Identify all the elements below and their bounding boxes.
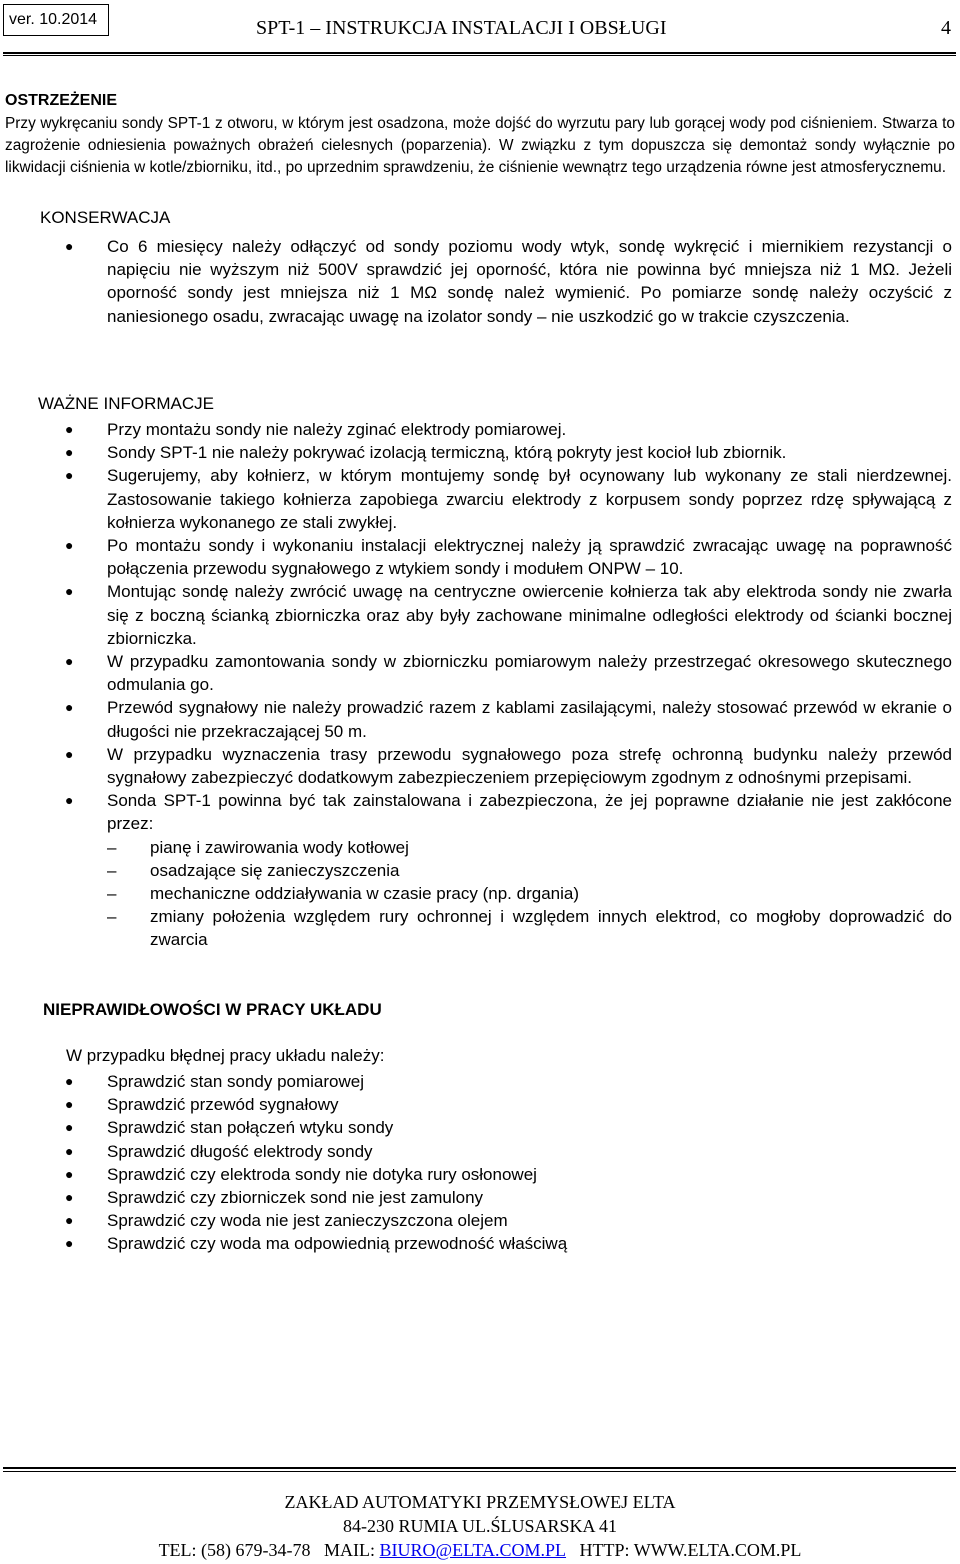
footer-mail-label: MAIL: <box>324 1540 376 1560</box>
document-title: SPT-1 – INSTRUKCJA INSTALACJI I OBSŁUGI <box>256 17 667 39</box>
bullet-icon: ● <box>65 444 74 461</box>
footer-phone: TEL: (58) 679-34-78 <box>158 1540 311 1560</box>
warning-heading: OSTRZEŻENIE <box>5 92 118 109</box>
footer-contact <box>0 1538 960 1562</box>
bullet-icon: ● <box>65 1235 74 1252</box>
list-item: ● Przewód sygnałowy nie należy prowadzić razem z kablami zasilającymi, należy stosować przewód w ekranie o długości nie przekraczającej 50 m. <box>65 698 952 741</box>
page-header <box>0 0 960 50</box>
sub-list-item: – osadzające się zanieczyszczenia <box>0 859 960 882</box>
bullet-icon: ● <box>65 1142 74 1159</box>
bullet-icon: ● <box>65 1073 74 1089</box>
header-rule-thin <box>3 55 956 56</box>
list-item: ● Sprawdzić czy elektroda sondy nie dotyka rury osłonowej <box>0 1163 960 1186</box>
bullet-icon: ● <box>65 745 74 762</box>
dash-icon: – <box>107 860 117 880</box>
page-number: 4 <box>941 17 951 39</box>
list-item: ● Sugerujemy, aby kołnierz, w którym montujemy sondę był ocynowany lub wykonany ze stali nierdzewnej. Zastosowanie takiego kołnierza zapobiega zwarciu elektrody z korpusem sondy poprzez rdzę spływającą z kołnierza wykonanego ze stali zwykłej. <box>65 466 952 532</box>
list-item: ● Montując sondę należy zwrócić uwagę na centryczne owiercenie kołnierza tak aby elektroda sondy nie zwarła się z boczną ścianką zbiorniczka oraz aby były zachowane minimalne odległości elektrody od ścianki bocznej zbiorniczka. <box>65 582 952 648</box>
sub-list-item: – pianę i zawirowania wody kotłowej <box>0 836 960 859</box>
bullet-icon: ● <box>65 699 74 716</box>
list-item: ● Sprawdzić stan połączeń wtyku sondy <box>0 1116 960 1139</box>
list-item: ● Sprawdzić czy woda ma odpowiednią przewodność właściwą <box>0 1232 960 1255</box>
bullet-icon: ● <box>65 238 74 254</box>
footer-website: HTTP: WWW.ELTA.COM.PL <box>579 1540 802 1560</box>
dash-icon: – <box>107 907 117 927</box>
list-item: ● Po montażu sondy i wykonaniu instalacji elektrycznej należy ją sprawdzić zwracając uwagę na poprawność połączenia przewodu sygnałowego z wtykiem sondy i modułem ONPW – 10. <box>65 536 952 579</box>
important-list <box>0 418 960 952</box>
list-item: ● Sprawdzić długość elektrody sondy <box>0 1140 960 1163</box>
maintenance-list <box>0 235 960 328</box>
list-item: ● Sprawdzić czy zbiorniczek sond nie jest zamulony <box>0 1186 960 1209</box>
faults-heading: NIEPRAWIDŁOWOŚCI W PRACY UKŁADU <box>43 1000 382 1019</box>
dash-icon: – <box>107 837 117 857</box>
list-item: ● W przypadku wyznaczenia trasy przewodu sygnałowego poza strefę ochronną budynku należy przewód sygnałowy zabezpieczyć dodatkowym zabezpieczeniem przepięciowym zgodnym z odnośnymi przepisami. <box>65 744 952 788</box>
page-footer <box>0 1490 960 1562</box>
footer-rule <box>3 1467 956 1469</box>
header-rule <box>3 52 956 54</box>
bullet-icon: ● <box>65 1165 74 1182</box>
list-item: ● Sprawdzić stan sondy pomiarowej <box>0 1070 960 1093</box>
bullet-icon: ● <box>65 1096 74 1113</box>
faults-intro: W przypadku błędnej pracy układu należy: <box>66 1046 385 1065</box>
list-item: ● Przy montażu sondy nie należy zginać elektrody pomiarowej. <box>0 418 960 441</box>
list-item: ● Sprawdzić czy woda nie jest zanieczyszczona olejem <box>0 1209 960 1232</box>
bullet-icon: ● <box>65 421 74 437</box>
list-item: ● W przypadku zamontowania sondy w zbiorniczku pomiarowym należy przestrzegać okresowego skutecznego odmulania go. <box>65 652 952 695</box>
bullet-icon: ● <box>65 583 74 600</box>
bullet-icon: ● <box>65 537 74 554</box>
footer-rule-thin <box>3 1471 956 1472</box>
maintenance-heading: KONSERWACJA <box>40 208 171 227</box>
list-item: ● Sprawdzić przewód sygnałowy <box>0 1093 960 1116</box>
version-label: ver. 10.2014 <box>3 4 109 36</box>
bullet-icon: ● <box>65 1189 74 1206</box>
bullet-icon: ● <box>65 467 74 484</box>
warning-text: Przy wykręcaniu sondy SPT-1 z otworu, w którym jest osadzona, może dojść do wyrzutu pary lub gorącej wody pod ciśnieniem. Stwarza to zagrożenie odniesienia poważnych obrażeń cielesnych (poparzenia). W związku z tym dopuszcza się demontaż sondy wyłącznie po likwidacji ciśnienia w kotle/zbiorniku, itd., po uprzednim sprawdzeniu, że ciśnienie wewnątrz tego urządzenia równe jest atmosferycznemu. <box>5 115 955 177</box>
footer-address: 84-230 RUMIA UL.ŚLUSARSKA 41 <box>342 1516 618 1536</box>
list-item: ● Sondy SPT-1 nie należy pokrywać izolacją termiczną, którą pokryty jest kocioł lub zbiornik. <box>0 441 960 464</box>
bullet-icon: ● <box>65 653 74 670</box>
bullet-icon: ● <box>65 792 74 809</box>
faults-list <box>0 1070 960 1256</box>
bullet-icon: ● <box>65 1119 74 1136</box>
bullet-icon: ● <box>65 1212 74 1229</box>
footer-company: ZAKŁAD AUTOMATYKI PRZEMYSŁOWEJ ELTA <box>284 1492 676 1512</box>
footer-mail-link[interactable]: BIURO@ELTA.COM.PL <box>379 1540 567 1560</box>
dash-icon: – <box>107 884 117 904</box>
sub-list-item: – mechaniczne oddziaływania w czasie pracy (np. drgania) <box>0 882 960 905</box>
sub-list-item: – zmiany położenia względem rury ochronnej i względem innych elektrod, co mogłoby doprowadzić do zwarcia <box>107 907 952 950</box>
list-item: ● Sonda SPT-1 powinna być tak zainstalowana i zabezpieczona, że jej poprawne działanie nie jest zakłócone przez: <box>65 791 952 834</box>
list-item: ● Co 6 miesięcy należy odłączyć od sondy poziomu wody wtyk, sondę wykręcić i miernikiem rezystancji o napięciu nie wyższym niż 500V sprawdzić jej oporność, która nie powinna być mniejsza niż 1 MΩ. Jeżeli oporność sondy jest mniejsza niż 1 MΩ sondę należ wymienić. Po pomiarze sondę należy oczyścić z naniesionego osadu, zwracając uwagę na izolator sondy – nie uszkodzić go w trakcie czyszczenia. <box>65 237 952 326</box>
important-heading: WAŻNE INFORMACJE <box>38 394 214 413</box>
